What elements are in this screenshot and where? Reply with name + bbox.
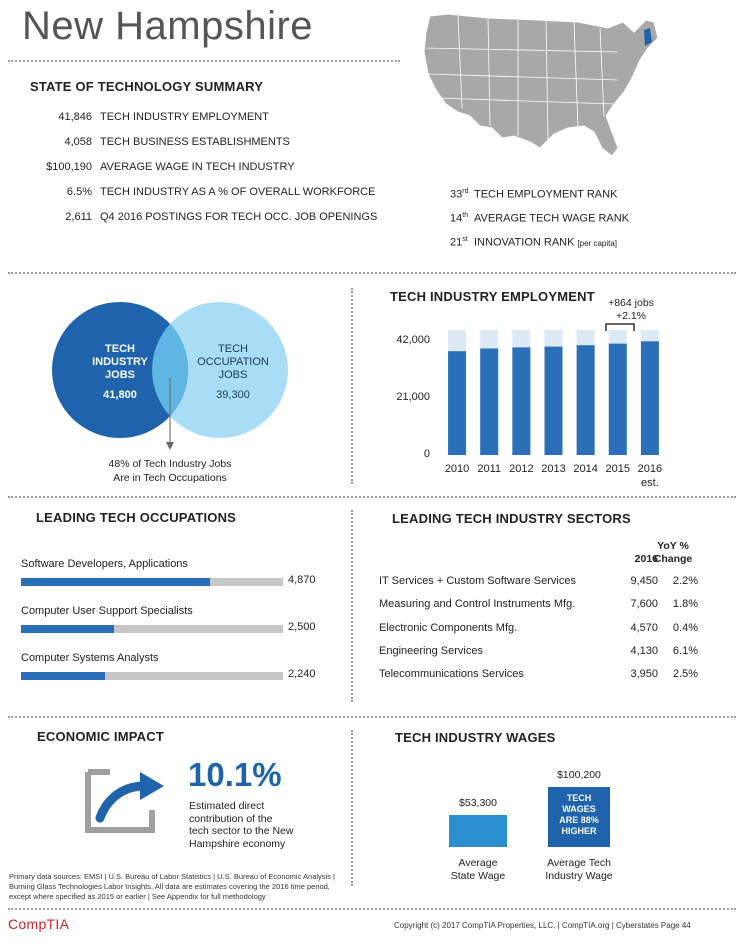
y-tick-label: 21,000 [396, 390, 430, 403]
state-label-2: State Wage [450, 870, 506, 882]
y-tick-label: 0 [423, 448, 430, 460]
occupation-bar-track [21, 578, 283, 586]
bar-2011 [480, 348, 498, 455]
footer-copyright: Copyright (c) 2017 CompTIA Properties, LLC. | CompTIA.org | Cyberstates Page 44 [394, 921, 691, 930]
venn-left-title-3: JOBS [105, 369, 135, 381]
occupation-bar [21, 625, 114, 633]
employment-annotation [596, 297, 666, 323]
impact-desc-2: contribution of the [189, 812, 273, 825]
economic-impact-description [189, 800, 293, 850]
sectors-year-header: 2016 [634, 553, 658, 565]
venn-left-value: 41,800 [103, 389, 137, 401]
venn-caption-line2: Are in Tech Occupations [113, 472, 227, 484]
change-header-line1: YoY % [657, 540, 689, 552]
x-tick-label: 2015 [605, 463, 631, 475]
rank-suffix: rd [462, 188, 469, 195]
summary-label: Q4 2016 POSTINGS FOR TECH OCC. JOB OPENINGS [100, 211, 378, 223]
tech-label-2: Industry Wage [545, 870, 613, 882]
bar-2013 [545, 347, 563, 455]
employment-chart-heading: TECH INDUSTRY EMPLOYMENT [390, 289, 595, 304]
sector-name: Electronic Components Mfg. [379, 621, 518, 634]
x-tick-label: 2016 [637, 463, 663, 475]
us-map-icon [418, 8, 668, 166]
venn-left-title-2: INDUSTRY [92, 356, 148, 368]
employment-bar-chart [440, 330, 665, 455]
tech-wage-label [534, 857, 624, 883]
page-title: New Hampshire [22, 4, 314, 48]
economic-impact-heading: ECONOMIC IMPACT [37, 729, 164, 744]
bar-2016 [641, 341, 659, 455]
tech-wage-value: $100,200 [557, 769, 601, 781]
summary-heading: STATE OF TECHNOLOGY SUMMARY [30, 79, 264, 94]
sector-change: 2.5% [672, 668, 698, 681]
rank-row [450, 188, 617, 201]
venn-left-title-1: TECH [105, 343, 135, 355]
x-tick-sublabel: est. [641, 477, 659, 489]
sector-change: 1.8% [672, 598, 698, 611]
rank-number: 21st [450, 236, 468, 249]
bar-2012 [512, 347, 530, 455]
summary-label: TECH INDUSTRY EMPLOYMENT [100, 111, 269, 123]
annotation-percent: +2.1% [615, 310, 647, 322]
impact-desc-3: tech sector to the New [189, 825, 294, 837]
sector-value: 4,570 [630, 621, 658, 634]
venn-left-title [80, 343, 160, 382]
occupation-bar-track [21, 625, 283, 633]
comptia-logo: CompTIA [8, 916, 70, 932]
bar-2014 [577, 345, 595, 455]
state-label-1: Average [458, 857, 498, 869]
venn-right-title [188, 343, 278, 382]
sector-name: Engineering Services [379, 644, 483, 657]
rank-row [450, 236, 617, 249]
tech-bar-text-1: TECH [566, 793, 592, 803]
state-wage-value: $53,300 [459, 797, 497, 809]
sector-change: 2.2% [672, 575, 698, 587]
sector-name: IT Services + Custom Software Services [379, 575, 576, 587]
rank-suffix: th [462, 212, 469, 219]
occupation-value: 2,500 [288, 621, 316, 633]
summary-label: AVERAGE WAGE IN TECH INDUSTRY [100, 161, 295, 173]
footnote-line3: except where specified as 2015 or earlier | See Appendix for full methodology [9, 892, 266, 902]
summary-label: TECH BUSINESS ESTABLISHMENTS [100, 136, 290, 148]
x-tick-label: 2014 [573, 463, 598, 475]
occupation-value: 2,240 [288, 668, 316, 680]
tech-bar-text-2: WAGES [562, 804, 596, 814]
x-tick-label: 2012 [509, 463, 534, 475]
rank-label: TECH EMPLOYMENT RANK [474, 188, 618, 201]
summary-value: $100,190 [46, 161, 92, 173]
state-wage-bar [449, 815, 507, 847]
sector-value: 7,600 [630, 598, 658, 611]
occupations-heading: LEADING TECH OCCUPATIONS [36, 510, 237, 525]
tech-label-1: Average Tech [547, 857, 611, 869]
rank-number: 33rd [450, 188, 469, 201]
occupation-bar [21, 578, 210, 586]
sector-value: 9,450 [630, 575, 658, 587]
y-tick-label: 42,000 [396, 333, 430, 346]
rank-label: INNOVATION RANK [474, 236, 575, 249]
occupation-bar-track [21, 672, 283, 680]
sector-change: 0.4% [672, 621, 698, 634]
venn-right-title-2: OCCUPATION [197, 356, 269, 368]
summary-value: 2,611 [65, 211, 92, 223]
summary-value: 4,058 [64, 136, 92, 148]
footnote-line1: Primary data sources: EMSI | U.S. Bureau of Labor Statistics | U.S. Bureau of Economic Analysis | [9, 872, 335, 881]
summary-value: 41,846 [58, 111, 92, 123]
venn-caption [90, 457, 250, 485]
annotation-jobs: +864 jobs [608, 297, 654, 309]
occupation-bar [21, 672, 105, 680]
venn-caption-line1: 48% of Tech Industry Jobs [108, 458, 232, 470]
sector-change: 6.1% [672, 644, 698, 657]
bar-2010 [448, 351, 466, 455]
data-sources-note [9, 872, 335, 902]
venn-right-value: 39,300 [216, 389, 250, 401]
change-header-line2: Change [653, 553, 693, 565]
x-tick-label: 2011 [477, 463, 502, 475]
impact-desc-4: Hampshire economy [189, 837, 286, 850]
sector-value: 3,950 [630, 668, 658, 681]
state-wage-label [438, 857, 518, 883]
sectors-heading: LEADING TECH INDUSTRY SECTORS [392, 511, 631, 526]
venn-right-title-3: JOBS [218, 369, 248, 381]
occupation-label: Software Developers, Applications [21, 558, 188, 570]
occupation-value: 4,870 [288, 574, 316, 586]
summary-value: 6.5% [66, 186, 92, 198]
tech-bar-text-4: HIGHER [561, 826, 597, 836]
x-tick-label: 2010 [444, 463, 470, 475]
venn-right-title-1: TECH [218, 343, 248, 355]
summary-label: TECH INDUSTRY AS A % OF OVERALL WORKFORCE [100, 186, 376, 198]
rank-suffix: st [462, 236, 468, 243]
occupation-label: Computer User Support Specialists [21, 605, 193, 617]
rank-number: 14th [450, 212, 469, 225]
rank-note: [per capita] [577, 238, 618, 248]
impact-desc-1: Estimated direct [189, 800, 265, 812]
wages-heading: TECH INDUSTRY WAGES [395, 730, 556, 745]
sector-name: Measuring and Control Instruments Mfg. [379, 598, 576, 611]
tech-bar-text-3: ARE 88% [559, 815, 599, 825]
economic-impact-value: 10.1% [188, 756, 282, 793]
occupation-label: Computer Systems Analysts [21, 652, 159, 664]
bar-2015 [609, 344, 627, 455]
x-tick-label: 2013 [541, 463, 566, 475]
footnote-line2: Burning Glass Technologies Labor Insights. All data are estimates covering the 2016 time period, [9, 882, 330, 892]
sector-name: Telecommunications Services [379, 668, 524, 681]
growth-arrow-icon [82, 766, 172, 836]
sector-value: 4,130 [630, 644, 658, 657]
rank-label: AVERAGE TECH WAGE RANK [474, 212, 630, 225]
rank-row [450, 212, 629, 225]
tech-wage-bar [548, 787, 610, 847]
